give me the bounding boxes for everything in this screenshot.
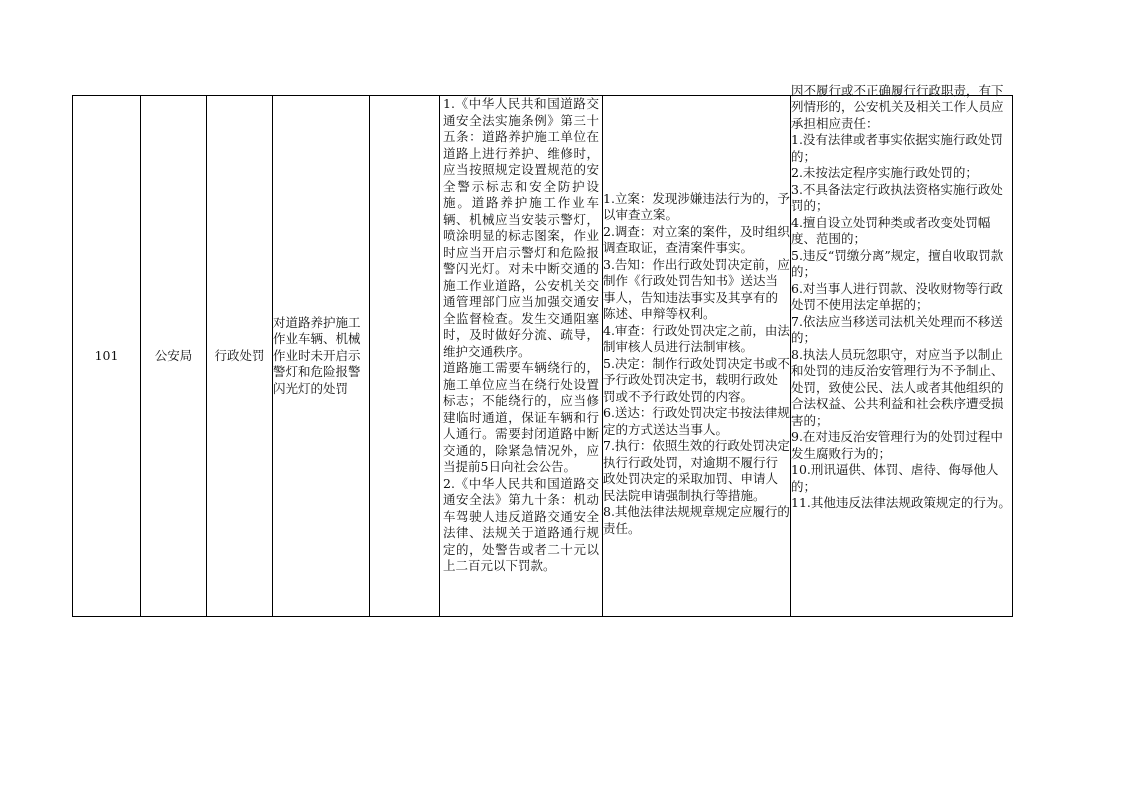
- category-cell: 行政处罚: [207, 96, 273, 617]
- legal-basis-text: [440, 96, 602, 616]
- procedure-step: 7.执行：依照生效的行政处罚决定执行行政处罚，对逾期不履行行政处罚决定的采取加罚、申请人民法院申请强制执行等措施。: [603, 438, 790, 503]
- responsibility-item: 2.未按法定程序实施行政处罚的；: [791, 165, 978, 180]
- legal-basis-paragraph: 2.《中华人民共和国道路交通安全法》第九十条：机动车驾驶人违反道路交通安全法律、法规关于道路通行规定的，处警告或者二十元以上二百元以下罚款。: [443, 475, 599, 573]
- item-name-cell: 对道路养护施工作业车辆、机械作业时未开启示警灯和危险报警闪光灯的处罚: [273, 96, 370, 617]
- responsibility-item: 10.刑讯逼供、体罚、虐待、侮辱他人的；: [791, 462, 999, 494]
- legal-basis-paragraph: 道路施工需要车辆绕行的，施工单位应当在绕行处设置标志；不能绕行的，应当修建临时通道，保证车辆和行人通行。需要封闭道路中断交通的，除紧急情况外，应当提前5日向社会公告。: [443, 360, 599, 474]
- procedure-step: 8.其他法律法规规章规定应履行的责任。: [603, 504, 790, 536]
- responsibility-cell: [791, 82, 1013, 617]
- procedure-step: 3.告知：作出行政处罚决定前，应制作《行政处罚告知书》送达当事人，告知违法事实及其享有的陈述、申辩等权利。: [603, 256, 790, 322]
- legal-basis-cell: [440, 96, 603, 617]
- procedure-step: 5.决定：制作行政处罚决定书或不予行政处罚决定书，载明行政处罚或不予行政处罚的内容。: [603, 355, 790, 404]
- responsibility-item: 1.没有法律或者事实依据实施行政处罚的；: [791, 132, 1003, 164]
- responsibility-item: 6.对当事人进行罚款、没收财物等行政处罚不使用法定单据的；: [791, 280, 1003, 312]
- power-list-table: [72, 82, 1013, 617]
- responsibility-item: 9.在对违反治安管理行为的处罚过程中发生腐败行为的；: [791, 429, 1003, 461]
- legal-basis-paragraph: 1.《中华人民共和国道路交通安全法实施条例》第三十五条：道路养护施工单位在道路上进行养护、维修时，应当按照规定设置规范的安全警示标志和安全防护设施。道路养护施工作业车辆、机械应当安装示警灯，喷涂明显的标志图案，作业时应当开启示警灯和危险报警闪光灯。对未中断交通的施工作业道路，公安机关交通管理部门应当加强交通安全监督检查。发生交通阻塞时，及时做好分流、疏导，维护交通秩序。: [443, 96, 599, 359]
- empty-cell: [370, 96, 440, 617]
- row-number: 101: [73, 96, 141, 617]
- responsibility-item: 3.不具备法定行政执法资格实施行政处罚的；: [791, 181, 1003, 213]
- responsibility-item: 5.违反“罚缴分离”规定，擅自收取罚款的；: [791, 247, 1004, 279]
- responsibility-item: 11.其他违反法律法规政策规定的行为。: [791, 495, 1011, 510]
- responsibility-item: 4.擅自设立处罚种类或者改变处罚幅度、范围的；: [791, 214, 991, 246]
- procedure-cell: [603, 96, 791, 617]
- responsibility-item: 8.执法人员玩忽职守，对应当予以制止和处罚的违反治安管理行为不予制止、处罚，致使公民、法人或者其他组织的合法权益、公共利益和社会秩序遭受损害的；: [791, 346, 1004, 428]
- procedure-step: 1.立案：发现涉嫌违法行为的，予以审查立案。: [603, 190, 790, 223]
- responsibility-intro: 因不履行或不正确履行行政职责，有下列情形的，公安机关及相关工作人员应承担相应责任：: [791, 82, 1004, 131]
- department-cell: 公安局: [141, 96, 207, 617]
- procedure-step: 2.调查：对立案的案件，及时组织调查取证，查清案件事实。: [603, 223, 790, 256]
- table-row: [73, 96, 1013, 617]
- responsibility-item: 7.依法应当移送司法机关处理而不移送的；: [791, 313, 1003, 345]
- procedure-step: 4.审查：行政处罚决定之前，由法制审核人员进行法制审核。: [603, 322, 790, 355]
- procedure-step: 6.送达：行政处罚决定书按法律规定的方式送达当事人。: [603, 405, 790, 437]
